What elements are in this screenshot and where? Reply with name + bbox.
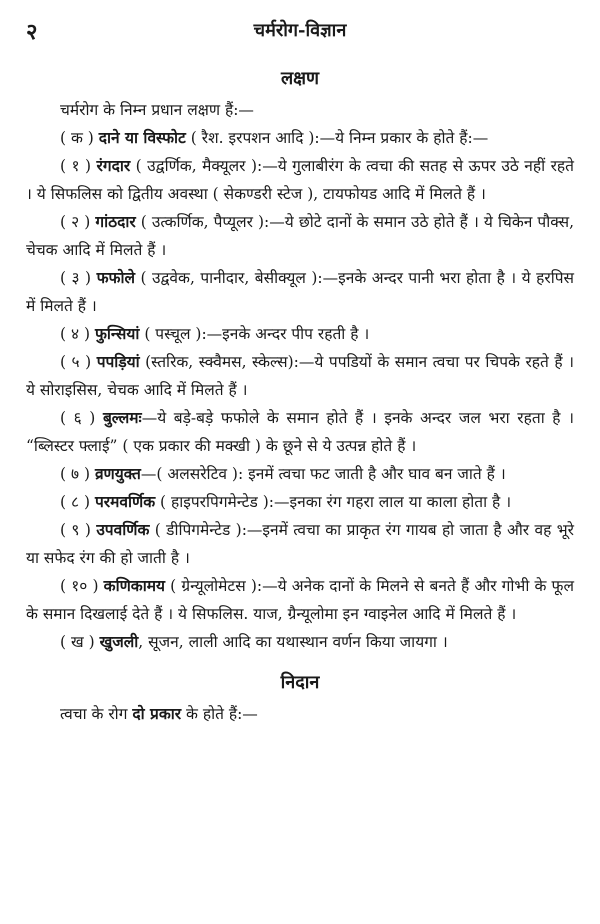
list-item-term: व्रणयुक्त [94,464,141,483]
list-item-5 [26,348,574,404]
list-item-4 [26,320,574,348]
page-number: २ [26,19,38,45]
list-item-prefix: ( ५ ) [60,353,97,371]
nidan-term: दो प्रकार [132,704,182,723]
list-item-text: ( डीपिगमेन्टेड ):—इनमें त्वचा का प्राकृत रंग गायब हो जाता है और वह भूरे या सफेद रंग की हो जाती है । [26,521,574,567]
list-item-text: ( उद्ववेक, पानीदार, बेसीक्यूल ):—इनके अन्दर पानी भरा होता है । ये हरपिस में मिलते हैं । [26,269,574,315]
list-item-6 [26,404,574,460]
nidan-text-pre: त्वचा के रोग [60,705,133,723]
list-item-term: कणिकामय [103,576,165,595]
list-item-prefix: ( ७ ) [60,465,95,483]
intro-paragraph: चर्मरोग के निम्न प्रधान लक्षण हैं:— [60,101,254,119]
nidan-text-post: के होते हैं:— [181,705,258,723]
list-item-7 [26,460,574,488]
list-item-prefix: ( ६ ) [60,409,103,427]
list-item-text: ( ग्रेन्यूलोमेटस ):—ये अनेक दानों के मिलने से बनते हैं और गोभी के फूल के समान दिखलाई देते हैं । ये सिफलिस. याज, ग्रैन्यूलोमा इन ग्वाइनेल आदि में मिलते हैं । [26,577,575,623]
list-item-8 [26,488,574,516]
list-item-text: —( अलसरेटिव ): इनमें त्वचा फट जाती है और घाव बन जाते हैं । [140,465,506,483]
item-ka-text: ( रैश. इरपशन आदि ):—ये निम्न प्रकार के होते हैं:— [185,129,489,147]
running-title: चर्मरोग-विज्ञान [253,20,347,41]
list-item-prefix: ( ९ ) [60,521,97,539]
list-item-text: ( पस्चूल ):—इनके अन्दर पीप रहती है । [139,325,370,343]
list-item-prefix: ( १० ) [60,577,104,595]
list-item-prefix: ( १ ) [60,157,97,175]
item-kha-term: खुजली [99,632,139,651]
list-item-term: फफोले [96,268,136,287]
item-kha-prefix: ( ख ) [60,633,100,651]
list-item-text: (स्तरिक, स्क्वैमस, स्केल्स):—ये पपडियों के समान त्वचा पर चिपके रहते हैं । ये सोराइसिस, चेचक आदि में मिलते हैं । [26,353,575,399]
item-ka [26,124,574,152]
section-heading-nidan: निदान [280,672,320,693]
list-item-1 [26,152,574,208]
item-kha [26,628,574,656]
page-header [26,16,574,52]
list-item-text: —ये बड़े-बड़े फफोले के समान होते हैं । इनके अन्दर जल भरा रहता है । “ब्लिस्टर फ्लाई” ( एक प्रकार की मक्खी ) के छूने से ये उत्पन्न होते हैं । [26,409,574,455]
list-item-text: ( उत्कर्णिक, पैप्यूलर ):—ये छोटे दानों के समान उठे होते हैं । ये चिकेन पौक्स, चेचक आदि में मिलते हैं । [26,213,574,259]
list-item-term: परमवर्णिक [94,492,156,511]
item-kha-text: , सूजन, लाली आदि का यथास्थान वर्णन किया जायगा । [138,633,448,651]
list-item-9 [26,516,574,572]
list-item-prefix: ( ८ ) [60,493,95,511]
list-item-term: फुन्सियां [94,324,140,343]
list-item-prefix: ( ३ ) [60,269,97,287]
list-item-term: पपड़ियां [96,352,140,371]
item-ka-prefix: ( क ) [60,129,99,147]
item-ka-term: दाने या विस्फोट [98,128,186,147]
list-item-3 [26,264,574,320]
list-item-term: गांठदार [95,212,136,231]
list-item-prefix: ( २ ) [60,213,96,231]
list-item-2 [26,208,574,264]
list-item-prefix: ( ४ ) [60,325,95,343]
list-item-term: बुल्लमः [102,408,142,427]
list-item-term: उपवर्णिक [96,520,150,539]
list-item-text: ( हाइपरपिगमेन्टेड ):—इनका रंग गहरा लाल या काला होता है । [155,493,512,511]
section-heading-lakshan: लक्षण [280,68,320,89]
list-item-text: ( उद्वर्णिक, मैक्यूलर ):—ये गुलाबीरंग के त्वचा की सतह से ऊपर उठे नहीं रहते । ये सिफलिस को द्वितीय अवस्था ( सेकण्डरी स्टेज ), टायफोयड आदि में मिलते हैं । [26,157,574,203]
nidan-paragraph [26,700,574,728]
list-item-10 [26,572,574,628]
list-item-term: रंगदार [96,156,131,175]
